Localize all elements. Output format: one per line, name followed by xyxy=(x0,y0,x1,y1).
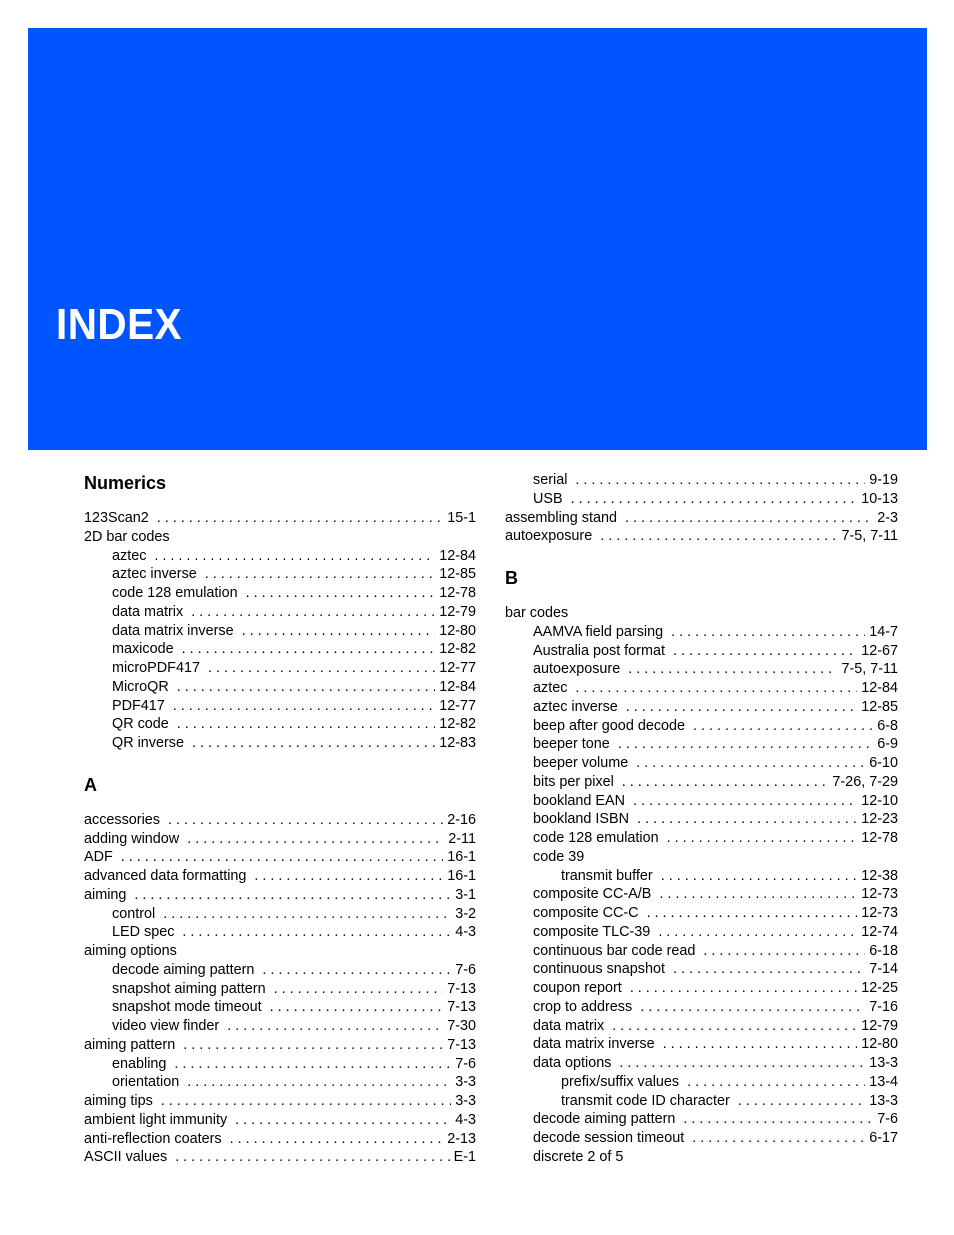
dot-leader xyxy=(163,905,451,924)
index-entry xyxy=(505,717,898,736)
index-entry xyxy=(84,1036,476,1055)
dot-leader xyxy=(121,848,443,867)
dot-leader xyxy=(619,1054,865,1073)
entry-page-ref[interactable]: 9-19 xyxy=(869,472,898,488)
entry-page-ref[interactable]: 12-84 xyxy=(439,678,476,695)
entry-term: USB xyxy=(533,490,563,507)
entry-page-ref[interactable]: 12-10 xyxy=(861,792,898,809)
index-entry xyxy=(505,810,898,829)
dot-leader xyxy=(640,998,865,1017)
index-entry xyxy=(505,527,898,546)
index-column-left xyxy=(84,471,476,1167)
entry-page-ref[interactable]: 12-80 xyxy=(439,622,476,639)
dot-leader xyxy=(175,1148,449,1167)
index-entry xyxy=(84,998,476,1017)
heading-spacer xyxy=(84,797,476,811)
dot-leader xyxy=(274,980,444,999)
index-entry xyxy=(505,848,898,867)
dot-leader xyxy=(235,1111,451,1130)
entry-term: accessories xyxy=(84,811,160,828)
entry-page-ref[interactable]: 12-78 xyxy=(439,585,476,601)
dot-leader xyxy=(187,1073,451,1092)
index-entry xyxy=(84,678,476,697)
entry-page-ref[interactable]: 16-1 xyxy=(447,868,476,884)
entry-page-ref[interactable]: 6-9 xyxy=(877,736,898,753)
index-entry xyxy=(505,490,898,509)
entry-page-ref[interactable]: 12-84 xyxy=(861,680,898,696)
dot-leader xyxy=(575,679,857,698)
dot-leader xyxy=(161,1092,451,1111)
entry-term: prefix/suffix values xyxy=(561,1073,680,1090)
entry-page-ref[interactable]: 15-1 xyxy=(447,510,476,526)
dot-leader xyxy=(622,773,829,792)
entry-term: 123Scan2 xyxy=(84,510,149,526)
dot-leader xyxy=(242,622,436,641)
index-entry xyxy=(505,735,898,754)
section-heading: B xyxy=(505,568,518,588)
dot-leader xyxy=(673,642,857,661)
dot-leader xyxy=(693,717,873,736)
index-entry xyxy=(505,1017,898,1036)
entry-term: coupon report xyxy=(533,980,622,996)
entry-term: decode session timeout xyxy=(533,1130,685,1146)
section-spacer xyxy=(84,753,476,773)
entry-term: autoexposure xyxy=(533,661,621,678)
entry-term: QR code xyxy=(112,716,169,733)
index-entry xyxy=(84,565,476,584)
index-entry xyxy=(505,867,898,886)
entry-term: crop to address xyxy=(533,998,633,1015)
index-entry xyxy=(505,979,898,998)
entry-term: beep after good decode xyxy=(533,717,686,734)
dot-leader xyxy=(612,1017,857,1036)
index-entry xyxy=(84,1130,476,1149)
index-entry xyxy=(505,1148,898,1167)
index-entry xyxy=(84,830,476,849)
dot-leader xyxy=(633,792,857,811)
entry-page-ref[interactable]: 14-7 xyxy=(869,623,898,640)
index-entry xyxy=(84,640,476,659)
dot-leader xyxy=(177,678,435,697)
entry-term: discrete 2 of 5 xyxy=(533,1148,624,1165)
entry-term: transmit buffer xyxy=(561,867,653,884)
index-entry xyxy=(505,885,898,904)
section-heading: A xyxy=(84,774,97,795)
entry-term: orientation xyxy=(112,1074,180,1091)
entry-page-ref[interactable]: 12-84 xyxy=(439,547,476,564)
dot-leader xyxy=(182,923,451,942)
entry-page-ref[interactable]: 12-80 xyxy=(861,1036,898,1053)
entry-page-ref[interactable]: 12-82 xyxy=(439,641,476,658)
section-spacer xyxy=(505,546,898,566)
entry-term: enabling xyxy=(112,1055,167,1072)
index-entry xyxy=(505,923,898,942)
index-entry xyxy=(84,659,476,678)
entry-term: ASCII values xyxy=(84,1149,168,1166)
index-entry xyxy=(505,1129,898,1148)
index-entry xyxy=(505,942,898,961)
dot-leader xyxy=(575,471,865,490)
entry-page-ref[interactable]: 2-13 xyxy=(447,1130,476,1147)
entry-term: microPDF417 xyxy=(112,660,200,676)
dot-leader xyxy=(230,1130,444,1149)
index-entry xyxy=(84,961,476,980)
index-entry xyxy=(505,1054,898,1073)
index-entry xyxy=(84,509,476,528)
entry-term: decode aiming pattern xyxy=(533,1111,676,1128)
index-entry xyxy=(84,811,476,830)
entry-term: serial xyxy=(533,472,568,488)
index-entry xyxy=(505,1073,898,1092)
dot-leader xyxy=(191,603,435,622)
index-entry xyxy=(84,848,476,867)
dot-leader xyxy=(174,1055,451,1074)
entry-term: video view finder xyxy=(112,1018,220,1034)
dot-leader xyxy=(205,565,435,584)
index-entry xyxy=(84,1148,476,1167)
dot-leader xyxy=(630,979,857,998)
entry-term: data options xyxy=(533,1055,612,1071)
index-entry xyxy=(505,829,898,848)
entry-term: data matrix xyxy=(112,603,184,620)
entry-term: aztec inverse xyxy=(112,566,197,583)
dot-leader xyxy=(667,829,858,848)
entry-term: maxicode xyxy=(112,641,174,658)
entry-term: anti-reflection coaters xyxy=(84,1130,222,1147)
entry-page-ref[interactable]: 3-2 xyxy=(455,905,476,922)
dot-leader xyxy=(647,904,858,923)
index-entry xyxy=(505,1035,898,1054)
entry-term: 2D bar codes xyxy=(84,528,170,545)
index-entry xyxy=(84,923,476,942)
entry-term: bookland EAN xyxy=(533,792,626,809)
section-heading: Numerics xyxy=(84,473,167,493)
entry-page-ref[interactable]: 12-85 xyxy=(439,566,476,583)
index-entry xyxy=(505,1092,898,1111)
index-entry xyxy=(84,980,476,999)
dot-leader xyxy=(208,659,435,678)
dot-leader xyxy=(600,527,837,546)
index-entry xyxy=(505,904,898,923)
dot-leader xyxy=(157,509,443,528)
dot-leader xyxy=(687,1073,865,1092)
entry-page-ref[interactable]: 3-1 xyxy=(455,886,476,903)
dot-leader xyxy=(671,623,865,642)
index-entry xyxy=(84,1017,476,1036)
index-entry xyxy=(84,622,476,641)
dot-leader xyxy=(192,734,435,753)
entry-term: autoexposure xyxy=(505,528,593,545)
index-entry xyxy=(84,1092,476,1111)
entry-page-ref[interactable]: 12-79 xyxy=(861,1017,898,1034)
entry-term: QR inverse xyxy=(112,735,184,751)
entry-term: snapshot aiming pattern xyxy=(112,980,266,997)
dot-leader xyxy=(626,698,857,717)
entry-term: composite CC-C xyxy=(533,905,639,921)
dot-leader xyxy=(177,715,435,734)
index-entry xyxy=(84,715,476,734)
index-entry xyxy=(84,905,476,924)
dot-leader xyxy=(683,1110,873,1129)
entry-term: decode aiming pattern xyxy=(112,961,255,978)
dot-leader xyxy=(262,961,451,980)
entry-page-ref[interactable]: 7-5, 7-11 xyxy=(841,661,898,678)
entry-term: snapshot mode timeout xyxy=(112,999,262,1016)
index-entry xyxy=(505,754,898,773)
index-entry xyxy=(505,792,898,811)
entry-page-ref[interactable]: 6-17 xyxy=(869,1130,898,1146)
dot-leader xyxy=(227,1017,443,1036)
entry-page-ref[interactable]: 13-4 xyxy=(869,1073,898,1090)
dot-leader xyxy=(187,830,444,849)
entry-term: continuous bar code read xyxy=(533,942,696,959)
entry-term: aztec xyxy=(112,547,147,564)
dot-leader xyxy=(270,998,444,1017)
entry-term: beeper tone xyxy=(533,736,610,753)
entry-page-ref[interactable]: 12-79 xyxy=(439,603,476,620)
index-entry xyxy=(505,960,898,979)
index-entry xyxy=(505,660,898,679)
entry-page-ref[interactable]: 7-5, 7-11 xyxy=(841,528,898,545)
dot-leader xyxy=(628,660,837,679)
entry-term: control xyxy=(112,905,156,922)
entry-page-ref[interactable]: 16-1 xyxy=(447,849,476,866)
entry-page-ref[interactable]: 7-6 xyxy=(455,1055,476,1072)
entry-term: transmit code ID character xyxy=(561,1092,730,1109)
entry-page-ref[interactable]: 12-23 xyxy=(861,811,898,828)
entry-page-ref[interactable]: 7-13 xyxy=(447,999,476,1016)
entry-term: AAMVA field parsing xyxy=(533,623,664,640)
entry-page-ref[interactable]: 12-85 xyxy=(861,698,898,715)
index-entry xyxy=(505,1110,898,1129)
entry-page-ref[interactable]: 13-3 xyxy=(869,1055,898,1071)
dot-leader xyxy=(571,490,858,509)
entry-term: aiming xyxy=(84,886,127,903)
index-entry xyxy=(84,734,476,753)
entry-page-ref[interactable]: 12-67 xyxy=(861,642,898,659)
index-entry xyxy=(84,1073,476,1092)
entry-page-ref[interactable]: 2-11 xyxy=(448,830,476,847)
entry-page-ref[interactable]: 12-78 xyxy=(861,830,898,846)
dot-leader xyxy=(692,1129,865,1148)
entry-term: data matrix xyxy=(533,1017,605,1034)
entry-term: beeper volume xyxy=(533,755,629,771)
entry-term: bar codes xyxy=(505,605,569,621)
entry-page-ref[interactable]: 6-10 xyxy=(869,755,898,771)
entry-page-ref[interactable]: 12-73 xyxy=(861,886,898,903)
entry-page-ref[interactable]: 7-30 xyxy=(447,1018,476,1034)
entry-term: assembling stand xyxy=(505,509,617,526)
entry-page-ref[interactable]: 12-38 xyxy=(861,867,898,884)
index-entry xyxy=(84,886,476,905)
index-entry xyxy=(505,698,898,717)
entry-term: Australia post format xyxy=(533,642,665,659)
entry-term: aiming tips xyxy=(84,1093,153,1109)
entry-term: code 128 emulation xyxy=(112,585,238,601)
entry-page-ref[interactable]: 4-3 xyxy=(455,1111,476,1128)
entry-page-ref[interactable]: 12-77 xyxy=(439,697,476,714)
entry-page-ref[interactable]: 3-3 xyxy=(455,1074,476,1091)
entry-term: data matrix inverse xyxy=(112,622,234,639)
dot-leader xyxy=(661,867,857,886)
entry-page-ref[interactable]: E-1 xyxy=(453,1149,476,1166)
entry-term: adding window xyxy=(84,830,180,847)
index-entry xyxy=(84,697,476,716)
dot-leader xyxy=(168,811,443,830)
entry-page-ref[interactable]: 6-18 xyxy=(869,942,898,959)
entry-page-ref[interactable]: 2-3 xyxy=(877,509,898,526)
heading-spacer xyxy=(84,495,476,509)
index-entry xyxy=(505,998,898,1017)
entry-term: code 128 emulation xyxy=(533,830,659,846)
entry-page-ref[interactable]: 3-3 xyxy=(455,1093,476,1109)
entry-page-ref[interactable]: 4-3 xyxy=(455,924,476,941)
dot-leader xyxy=(637,810,857,829)
entry-term: aiming options xyxy=(84,943,177,959)
index-entry xyxy=(84,528,476,547)
index-entry xyxy=(84,1111,476,1130)
entry-page-ref[interactable]: 7-14 xyxy=(869,961,898,978)
entry-page-ref[interactable]: 12-77 xyxy=(439,660,476,676)
entry-term: composite CC-A/B xyxy=(533,886,652,903)
dot-leader xyxy=(182,640,436,659)
index-entry xyxy=(84,942,476,961)
dot-leader xyxy=(703,942,865,961)
dot-leader xyxy=(134,886,451,905)
entry-term: PDF417 xyxy=(112,697,165,714)
index-entry xyxy=(84,603,476,622)
dot-leader xyxy=(663,1035,858,1054)
entry-term: aztec xyxy=(533,680,568,696)
entry-term: MicroQR xyxy=(112,678,169,695)
dot-leader xyxy=(254,867,443,886)
page-title: INDEX xyxy=(56,300,183,349)
entry-term: composite TLC-39 xyxy=(533,923,651,940)
entry-term: bookland ISBN xyxy=(533,811,629,828)
index-entry xyxy=(505,471,898,490)
entry-page-ref[interactable]: 12-73 xyxy=(861,905,898,921)
index-entry xyxy=(505,642,898,661)
entry-page-ref[interactable]: 7-16 xyxy=(869,998,898,1015)
dot-leader xyxy=(246,584,436,603)
entry-page-ref[interactable]: 10-13 xyxy=(861,490,898,507)
dot-leader xyxy=(738,1092,865,1111)
dot-leader xyxy=(625,509,873,528)
entry-page-ref[interactable]: 6-8 xyxy=(877,717,898,734)
index-entry xyxy=(84,867,476,886)
dot-leader xyxy=(183,1036,443,1055)
index-entry xyxy=(84,547,476,566)
entry-term: aiming pattern xyxy=(84,1036,176,1053)
entry-page-ref[interactable]: 7-13 xyxy=(447,980,476,997)
dot-leader xyxy=(173,697,435,716)
index-entry xyxy=(505,604,898,623)
index-banner xyxy=(28,28,927,450)
index-entry xyxy=(505,623,898,642)
entry-page-ref[interactable]: 12-74 xyxy=(861,923,898,940)
entry-page-ref[interactable]: 7-13 xyxy=(447,1036,476,1053)
entry-page-ref[interactable]: 12-83 xyxy=(439,735,476,751)
entry-term: advanced data formatting xyxy=(84,868,247,884)
dot-leader xyxy=(154,547,435,566)
entry-page-ref[interactable]: 7-6 xyxy=(455,961,476,978)
index-entry xyxy=(505,679,898,698)
dot-leader xyxy=(673,960,865,979)
entry-page-ref[interactable]: 12-25 xyxy=(861,980,898,996)
entry-term: ADF xyxy=(84,849,113,866)
dot-leader xyxy=(659,885,857,904)
entry-term: ambient light immunity xyxy=(84,1111,228,1128)
index-entry xyxy=(505,509,898,528)
entry-term: data matrix inverse xyxy=(533,1036,655,1053)
entry-page-ref[interactable]: 7-26, 7-29 xyxy=(832,773,898,790)
entry-term: aztec inverse xyxy=(533,698,618,715)
dot-leader xyxy=(618,735,873,754)
entry-page-ref[interactable]: 13-3 xyxy=(869,1092,898,1109)
heading-spacer xyxy=(505,590,898,604)
entry-term: bits per pixel xyxy=(533,773,614,790)
index-entry xyxy=(84,1055,476,1074)
entry-term: continuous snapshot xyxy=(533,961,666,978)
index-entry xyxy=(84,584,476,603)
dot-leader xyxy=(636,754,865,773)
dot-leader xyxy=(658,923,857,942)
index-column-right xyxy=(505,471,898,1167)
entry-page-ref[interactable]: 2-16 xyxy=(447,811,476,828)
index-entry xyxy=(505,773,898,792)
entry-page-ref[interactable]: 7-6 xyxy=(877,1111,898,1128)
entry-page-ref[interactable]: 12-82 xyxy=(439,716,476,733)
entry-term: code 39 xyxy=(533,848,585,865)
entry-term: LED spec xyxy=(112,924,175,941)
